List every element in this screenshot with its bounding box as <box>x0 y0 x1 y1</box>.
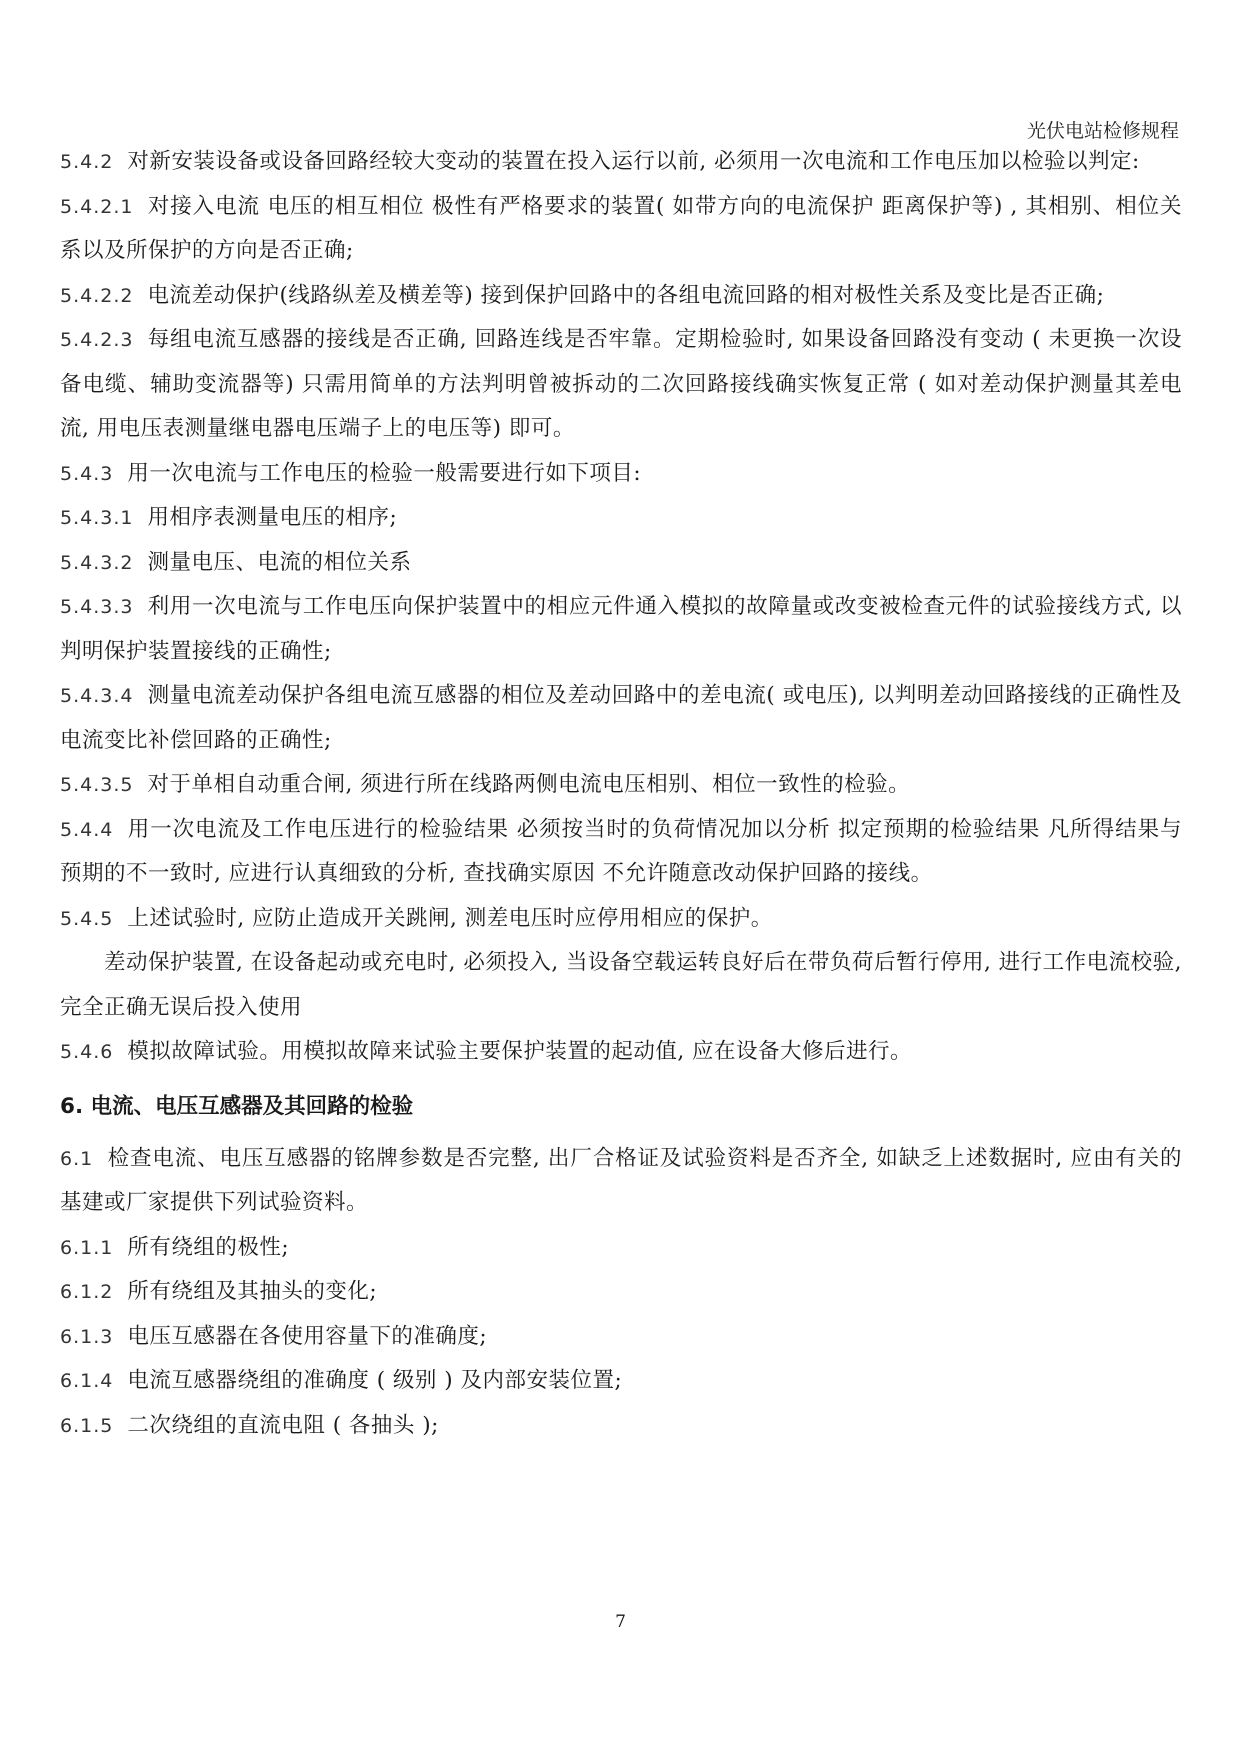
section-heading: 6. 电流、电压互感器及其回路的检验 <box>60 1093 414 1119</box>
clause-number: 6.1.2 <box>60 1281 114 1303</box>
paragraph-text: 对于单相自动重合闸, 须进行所在线路两侧电流电压相别、相位一致性的检验。 <box>147 772 911 797</box>
paragraph-text: 测量电流差动保护各组电流互感器的相位及差动回路中的差电流( 或电压), 以判明差动回路接线的正确性及电流变比补偿回路的正确性; <box>60 683 1182 753</box>
paragraph-text: 用一次电流与工作电压的检验一般需要进行如下项目: <box>127 460 642 486</box>
paragraph <box>60 541 1182 586</box>
page-number: 7 <box>615 1612 626 1632</box>
paragraph <box>60 496 1182 541</box>
paragraph <box>60 1030 1182 1075</box>
paragraph <box>60 763 1182 808</box>
paragraph-text: 用相序表测量电压的相序; <box>147 505 398 530</box>
clause-number: 5.4.2.2 <box>60 284 134 307</box>
paragraph-text: 每组电流互感器的接线是否正确, 回路连线是否牢靠。定期检验时, 如果设备回路没有变动 ( 未更换一次设备电缆、辅助变流器等) 只需用简单的方法判明曾被拆动的二次回路接线确实恢复正常 ( 如对差动保护测量其差电流, 用电压表测量继电器电压端子上的电压等) 即可。 <box>60 327 1182 441</box>
paragraph-text: 二次绕组的直流电阻 ( 各抽头 ); <box>127 1412 439 1438</box>
paragraph-text: 差动保护装置, 在设备起动或充电时, 必须投入, 当设备空载运转良好后在带负荷后暂行停用, 进行工作电流校验, 完全正确无误后投入使用 <box>60 950 1183 1020</box>
paragraph-text: 模拟故障试验。用模拟故障来试验主要保护装置的起动值, 应在设备大修后进行。 <box>127 1039 913 1064</box>
clause-number: 5.4.6 <box>60 1041 114 1063</box>
clause-number: 6.1.1 <box>60 1236 114 1259</box>
paragraph <box>60 941 1182 1030</box>
clause-number: 5.4.2.1 <box>60 195 134 218</box>
paragraph <box>60 1404 1182 1449</box>
paragraph-text: 利用一次电流与工作电压向保护装置中的相应元件通入模拟的故障量或改变被检查元件的试验接线方式, 以判明保护装置接线的正确性; <box>60 594 1182 664</box>
paragraph <box>60 1226 1182 1271</box>
paragraph-text: 用一次电流及工作电压进行的检验结果 必须按当时的负荷情况加以分析 拟定预期的检验结果 凡所得结果与预期的不一致时, 应进行认真细致的分析, 查找确实原因 不允许随意改动保护回路的接线。 <box>60 816 1182 886</box>
paragraph-text: 对接入电流 电压的相互相位 极性有严格要求的装置( 如带方向的电流保护 距离保护等) , 其相别、相位关系以及所保护的方向是否正确; <box>60 193 1182 263</box>
paragraph <box>60 897 1182 942</box>
clause-number: 5.4.2 <box>60 151 114 173</box>
paragraph <box>60 674 1182 763</box>
paragraph <box>60 185 1182 274</box>
paragraph <box>60 808 1182 897</box>
paragraph-text: 所有绕组及其抽头的变化; <box>127 1279 378 1304</box>
clause-number: 5.4.3.2 <box>60 551 134 574</box>
paragraph <box>60 452 1182 497</box>
paragraph-text: 测量电压、电流的相位关系 <box>147 549 412 575</box>
paragraph <box>60 1315 1182 1360</box>
running-header: 光伏电站检修规程 <box>1026 120 1179 142</box>
clause-number: 6.1.5 <box>60 1414 114 1437</box>
clause-number: 6.1 <box>60 1147 94 1170</box>
paragraph <box>60 140 1182 185</box>
paragraph <box>60 1270 1182 1315</box>
paragraph-text: 电压互感器在各使用容量下的准确度; <box>127 1323 488 1349</box>
clause-number: 5.4.3.1 <box>60 507 134 529</box>
clause-number: 5.4.3 <box>60 462 114 485</box>
clause-number: 5.4.3.5 <box>60 774 134 796</box>
paragraph-text: 检查电流、电压互感器的铭牌参数是否完整, 出厂合格证及试验资料是否齐全, 如缺乏上述数据时, 应由有关的基建或厂家提供下列试验资料。 <box>60 1145 1182 1215</box>
clause-number: 5.4.4 <box>60 818 114 841</box>
paragraph-text: 电流差动保护(线路纵差及横差等) 接到保护回路中的各组电流回路的相对极性关系及变比是否正确; <box>147 282 1105 308</box>
paragraph <box>60 274 1182 319</box>
paragraph <box>60 585 1182 674</box>
paragraph-text: 对新安装设备或设备回路经较大变动的装置在投入运行以前, 必须用一次电流和工作电压加以检验以判定: <box>127 149 1140 174</box>
clause-number: 6.1.4 <box>60 1370 114 1392</box>
paragraph <box>60 1137 1182 1226</box>
clause-number: 6.1.3 <box>60 1325 114 1348</box>
paragraph-text: 上述试验时, 应防止造成开关跳闸, 测差电压时应停用相应的保护。 <box>127 905 773 931</box>
paragraph <box>60 318 1182 452</box>
clause-number: 5.4.5 <box>60 907 114 930</box>
clause-number: 5.4.2.3 <box>60 329 134 351</box>
document-body <box>60 140 1182 1448</box>
clause-number: 5.4.3.3 <box>60 596 134 618</box>
paragraph <box>60 1359 1182 1404</box>
paragraph-text: 电流互感器绕组的准确度 ( 级别 ) 及内部安装位置; <box>127 1368 623 1393</box>
clause-number: 5.4.3.4 <box>60 685 134 707</box>
paragraph-text: 所有绕组的极性; <box>127 1234 290 1260</box>
